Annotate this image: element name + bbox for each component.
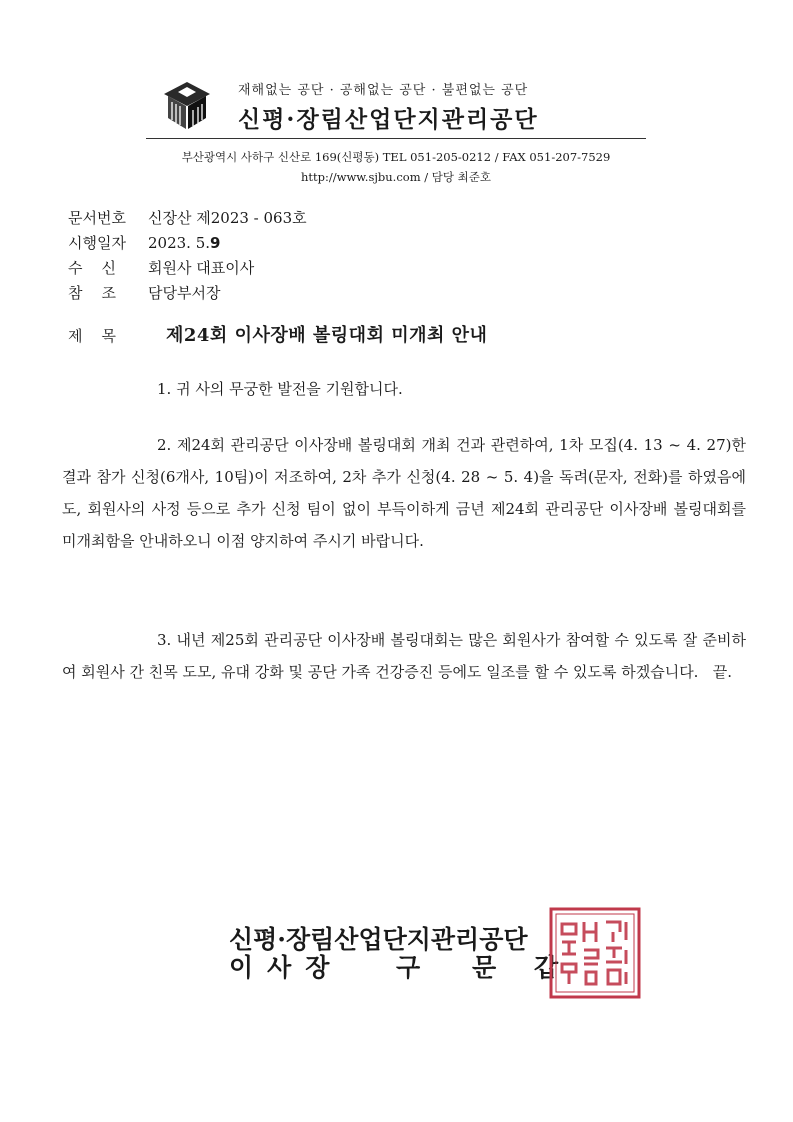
body-paragraph-2 (62, 429, 746, 557)
header-slogan: 재해없는 공단 · 공해없는 공단 · 불편없는 공단 (238, 83, 529, 98)
subject-value: 제24회 이사장배 볼링대회 미개최 안내 (166, 325, 488, 346)
header-divider (146, 138, 646, 139)
header-org-title: 신평·장림산업단지관리공단 (238, 106, 539, 133)
doc-number-value: 신장산 제2023 - 063호 (148, 209, 307, 227)
paragraph-text: 2. 제24회 관리공단 이사장배 볼링대회 개최 건과 관련하여, 1차 모집(4. 13 ~ 4. 27)한 결과 참가 신청(6개사, 10팀)이 저조하여, 2차 추가 신청(4. 28 ~ 5. 4)을 독려(문자, 전화)를 하였음에도, 회원사의 사정 등으로 추가 신청 팀이 없이 부득이하게 금년 제24회 관리공단 이사장배 볼링대회를 미개최함을 안내하오니 이점 양지하여 주시기 바랍니다. (62, 436, 746, 550)
signature-title: 이사장 (229, 953, 344, 982)
signature-name-char-2: 문 (472, 953, 497, 982)
paragraph-text: 3. 내년 제25회 관리공단 이사장배 볼링대회는 많은 회원사가 참여할 수 있도록 잘 준비하여 회원사 간 친목 도모, 유대 강화 및 공단 가족 건강증진 등에도 일조를 할 수 있도록 하겠습니다. 끝. (62, 631, 746, 681)
signature-name-char-3: 갑 (534, 953, 559, 982)
recipient-label: 수 신 (68, 259, 117, 277)
date-label: 시행일자 (68, 234, 126, 252)
org-logo-icon (162, 80, 212, 132)
signature-org: 신평·장림산업단지관리공단 (229, 925, 528, 954)
official-seal-icon (548, 906, 642, 1000)
recipient-row (68, 257, 254, 278)
signature-name-char-1: 구 (396, 953, 421, 982)
reference-value: 담당부서장 (148, 284, 221, 302)
reference-label: 참 조 (68, 284, 117, 302)
header-contact: http://www.sjbu.com / 담당 최준호 (300, 170, 491, 184)
body-paragraph-1 (62, 373, 746, 405)
paragraph-text: 1. 귀 사의 무궁한 발전을 기원합니다. (157, 380, 403, 398)
date-value: 2023. 5. (148, 234, 211, 252)
doc-number-label: 문서번호 (68, 209, 126, 227)
body-paragraph-3 (62, 624, 746, 688)
recipient-value: 회원사 대표이사 (148, 259, 255, 277)
reference-row (68, 282, 220, 303)
date-handwritten-day: 9 (210, 234, 221, 252)
doc-number-row (68, 207, 307, 228)
subject-label: 제 목 (68, 327, 117, 345)
subject-row (68, 321, 487, 347)
header-address: 부산광역시 사하구 신산로 169(신평동) TEL 051-205-0212 / FAX 051-207-7529 (181, 150, 611, 164)
date-row (68, 232, 220, 253)
